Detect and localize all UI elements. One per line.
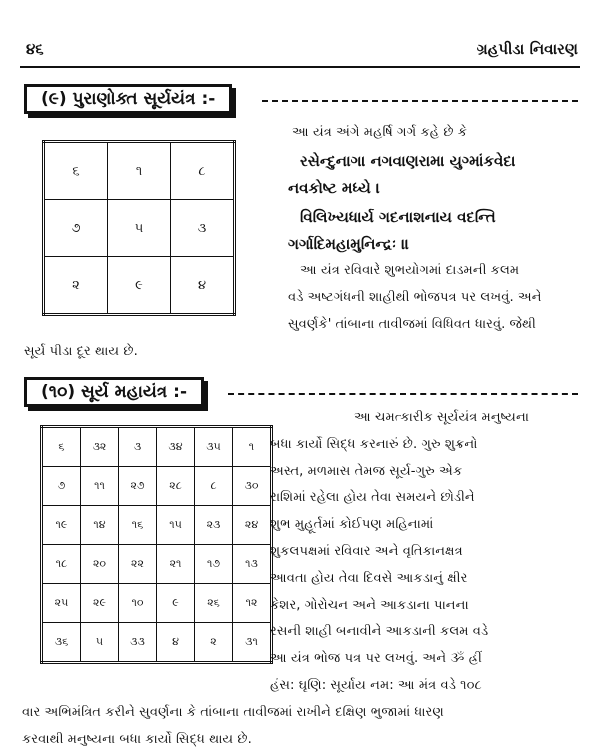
body-line: કેશર, ગોરોચન અને આકડાના પાનના <box>270 597 469 613</box>
yantra-6x6-cell: ૨૨ <box>119 545 157 584</box>
body-line: સુવર્ણકે' તાંબાના તાવીજમાં વિધિવત ધારવું. જેથી <box>288 317 536 332</box>
yantra-3x3-cell: ૩ <box>171 200 235 257</box>
yantra-6x6-cell: ૧૮ <box>42 545 81 584</box>
heading-rule <box>262 100 578 102</box>
yantra-6x6-cell: ૨૩ <box>195 506 233 545</box>
yantra-6x6-row <box>42 427 272 467</box>
yantra-3x3-row <box>44 200 235 257</box>
body-line: બધા કાર્યો સિદ્ધ કરનારું છે. ગુરુ શુક્રનો <box>270 436 478 452</box>
yantra-3x3-cell: ૧ <box>108 142 171 200</box>
yantra-6x6-cell: ૧૯ <box>42 506 81 545</box>
yantra-6x6-cell: ૧૭ <box>195 545 233 584</box>
body-line: આવતા હોય તેવા દિવસે આકડાનું ક્ષીર <box>270 570 468 586</box>
yantra-3x3-row <box>44 257 235 315</box>
book-title: ગ્રહપીડા નિવારણ <box>476 40 578 58</box>
yantra-6x6-cell: ૧૬ <box>119 506 157 545</box>
yantra-6x6-cell: ૩૧ <box>233 623 272 663</box>
yantra-3x3-cell: ૬ <box>44 142 108 200</box>
yantra-6x6-cell: ૩૪ <box>157 427 195 467</box>
yantra-6x6-cell: ૬ <box>42 427 81 467</box>
verse-line-3: વિલિખ્યધાર્ય ગદનાશનાય વદન્તિ <box>300 208 496 226</box>
yantra-6x6-cell: ૨૭ <box>119 467 157 506</box>
heading-rule <box>228 393 578 395</box>
body-line: કરવાથી મનુષ્યના બધા કાર્યો સિદ્ધ થાય છે. <box>22 731 252 747</box>
yantra-6x6-row <box>42 623 272 663</box>
header-rule <box>20 66 580 68</box>
yantra-6x6-cell: ૩૨ <box>81 427 119 467</box>
surya-mahayantra-6x6 <box>40 425 273 664</box>
yantra-6x6-cell: ૧૦ <box>119 584 157 623</box>
yantra-6x6-row <box>42 545 272 584</box>
yantra-3x3-cell: ૭ <box>44 200 108 257</box>
yantra-6x6-cell: ૨૯ <box>81 584 119 623</box>
body-line: આ યંત્ર રવિવારે શુભયોગમાં દાડમની કલમ <box>300 263 520 278</box>
verse-line-2: નવકોષ્ટ મધ્યે । <box>288 179 380 197</box>
yantra-6x6-cell: ૭ <box>42 467 81 506</box>
section-heading-9: (૯) પુરાણોક્ત સૂર્યયંત્ર :- <box>24 84 232 114</box>
verse-line-1: રસેન્દુનાગા નગવાણરામા યુગ્માંકવેદા <box>300 152 516 170</box>
yantra-6x6-cell: ૨૧ <box>157 545 195 584</box>
yantra-6x6-cell: ૪ <box>157 623 195 663</box>
section-heading-10: (૧૦) સૂર્ય મહાયંત્ર :- <box>24 377 204 407</box>
yantra-6x6-cell: ૧૩ <box>233 545 272 584</box>
verse-line-4: ગર્ગાદિમહામુનિન્દ્રઃ ॥ <box>288 235 410 253</box>
body-line: સૂર્ય પીડા દૂર થાય છે. <box>24 344 138 359</box>
yantra-6x6-cell: ૩૫ <box>195 427 233 467</box>
yantra-6x6-cell: ૨૬ <box>195 584 233 623</box>
body-line: શુકલપક્ષમાં રવિવાર અને વૃતિકાનક્ષત્ર <box>270 544 463 559</box>
yantra-3x3-cell: ૯ <box>108 257 171 315</box>
yantra-3x3-row <box>44 142 235 200</box>
yantra-6x6-cell: ૮ <box>195 467 233 506</box>
page-number: ૪૬ <box>26 40 44 58</box>
intro-line: આ યંત્ર અંગે મહર્ષિ ગર્ગ કહે છે કે <box>292 125 468 140</box>
body-line: રાશિમાં રહેલા હોય તેવા સમયને છોડીને <box>270 490 475 506</box>
yantra-6x6-cell: ૩ <box>119 427 157 467</box>
body-line: વડે અષ્ટગંધની શાહીથી ભોજપત્ર પર લખવું. અને <box>288 290 542 305</box>
surya-yantra-3x3 <box>42 140 236 316</box>
body-line: આ ચમત્કારીક સૂર્યયંત્ર મનુષ્યના <box>354 410 530 425</box>
yantra-6x6-cell: ૧૪ <box>81 506 119 545</box>
body-line: અસ્ત, મળમાસ તેમજ સૂર્ય-ગુરુ એક <box>270 463 463 479</box>
yantra-3x3-cell: ૫ <box>108 200 171 257</box>
body-line: રસની શાહી બનાવીને આકડાની કલમ વડે <box>270 624 489 640</box>
body-line: હંસ: ઘૃણિ: સૂર્યાય નમ: આ મંત્ર વડે ૧૦૮ <box>270 678 482 693</box>
yantra-3x3-cell: ૨ <box>44 257 108 315</box>
body-line: શુભ મુહૂર્તમાં કોઈપણ મહિનામાં <box>270 517 434 533</box>
yantra-6x6-row <box>42 506 272 545</box>
yantra-6x6-cell: ૧૫ <box>157 506 195 545</box>
yantra-6x6-cell: ૨૮ <box>157 467 195 506</box>
yantra-6x6-cell: ૨૦ <box>81 545 119 584</box>
yantra-3x3-cell: ૮ <box>171 142 235 200</box>
body-line: આ યંત્ર ભોજ પત્ર પર લખવું. અને ૐ હ્રીં <box>270 651 482 667</box>
body-line: વાર અભિમંત્રિત કરીને સુવર્ણના કે તાંબાના તાવીજમાં રાખીને દક્ષિણ ભુજામાં ધારણ <box>22 704 444 720</box>
yantra-6x6-cell: ૧૨ <box>233 584 272 623</box>
yantra-3x3-cell: ૪ <box>171 257 235 315</box>
yantra-6x6-cell: ૨૫ <box>42 584 81 623</box>
yantra-6x6-cell: ૯ <box>157 584 195 623</box>
yantra-6x6-cell: ૧ <box>233 427 272 467</box>
yantra-6x6-cell: ૨૪ <box>233 506 272 545</box>
yantra-6x6-cell: ૨ <box>195 623 233 663</box>
yantra-6x6-row <box>42 584 272 623</box>
yantra-6x6-cell: ૫ <box>81 623 119 663</box>
yantra-6x6-cell: ૩૦ <box>233 467 272 506</box>
yantra-6x6-cell: ૩૬ <box>42 623 81 663</box>
yantra-6x6-cell: ૧૧ <box>81 467 119 506</box>
yantra-6x6-row <box>42 467 272 506</box>
yantra-6x6-cell: ૩૩ <box>119 623 157 663</box>
